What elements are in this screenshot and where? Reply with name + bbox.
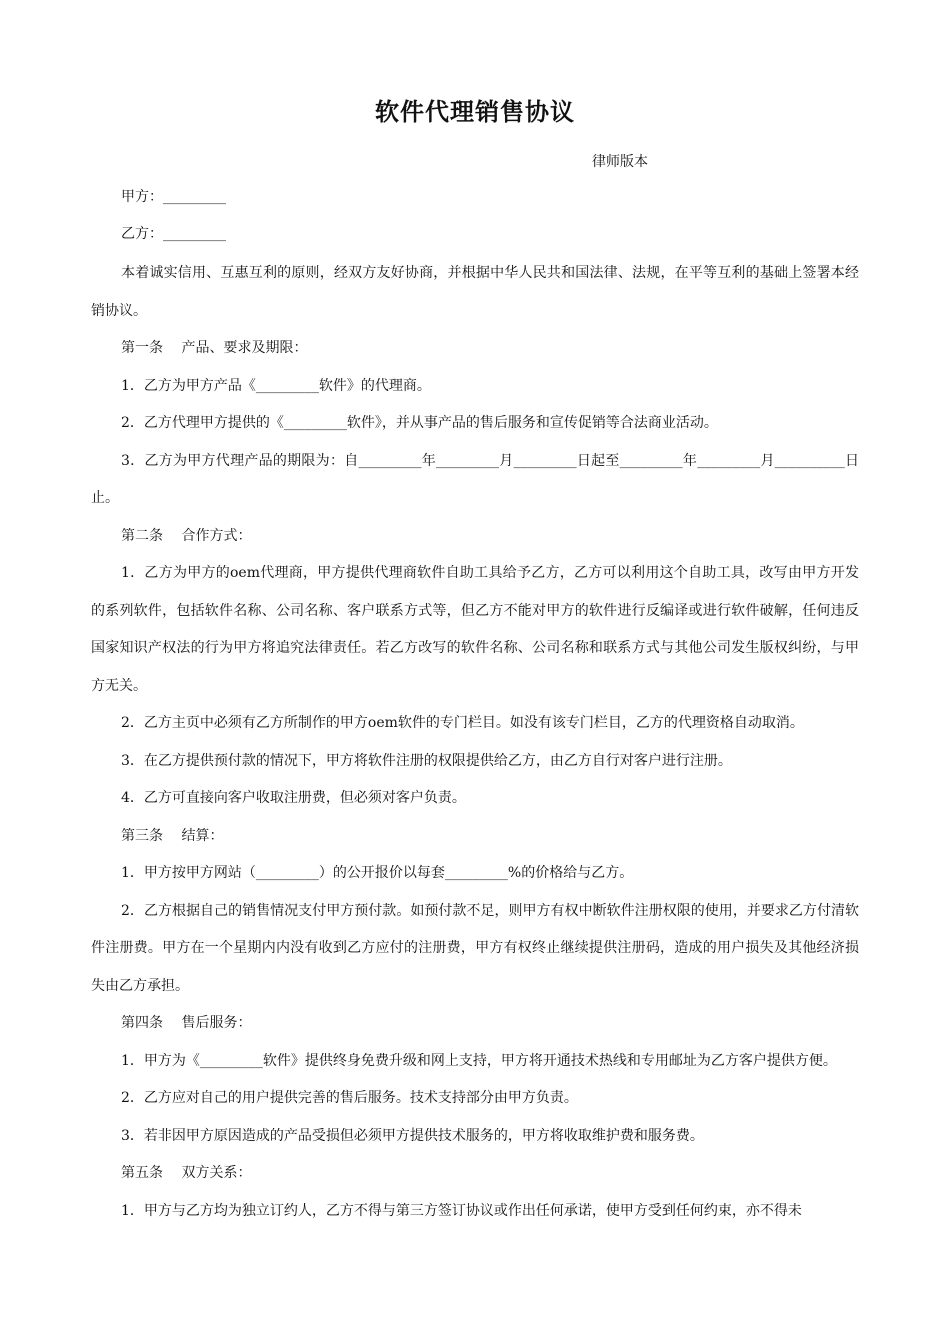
clause: 1．甲方按甲方网站（_________）的公开报价以每套_________%的价格给与乙方。 — [121, 865, 634, 881]
document-body — [91, 255, 859, 1230]
clause: 2．乙方应对自己的用户提供完善的售后服务。技术支持部分由甲方负责。 — [121, 1090, 578, 1106]
section-heading: 第二条 合作方式： — [121, 527, 252, 544]
clause: 3．若非因甲方原因造成的产品受损但必须甲方提供技术服务的，甲方将收取维护费和服务费。 — [121, 1127, 704, 1144]
document-title: 软件代理销售协议 — [375, 98, 575, 126]
clause: 4．乙方可直接向客户收取注册费，但必须对客户负责。 — [121, 790, 466, 806]
section-heading: 第三条 结算： — [121, 827, 224, 844]
section-heading: 第五条 双方关系： — [121, 1165, 252, 1181]
clause: 1．甲方与乙方均为独立订约人，乙方不得与第三方签订协议或作出任何承诺，使甲方受到任何约束，亦不得未 — [121, 1202, 802, 1219]
clause: 2．乙方代理甲方提供的《_________软件》，并从事产品的售后服务和宣传促销等合法商业活动。 — [121, 415, 718, 431]
clause: 3．乙方为甲方代理产品的期限为：自_________年_________月_________日起至_________年_________月__________日止。 — [91, 452, 859, 506]
party-b-line: 乙方：_________ — [121, 226, 226, 242]
clause: 1．乙方为甲方的oem代理商，甲方提供代理商软件自助工具给予乙方，乙方可以利用这个自助工具，改写由甲方开发的系列软件，包括软件名称、公司名称、客户联系方式等，但乙方不能对甲方的软件进行反编译或进行软件破解，任何违反国家知识产权法的行为甲方将追究法律责任。若乙方改写的软件名称、公司名称和联系方式与其他公司发生版权纠纷，与甲方无关。 — [91, 565, 859, 694]
section-heading: 第四条 售后服务： — [121, 1015, 252, 1031]
section-heading: 第一条 产品、要求及期限： — [121, 340, 308, 356]
clause: 2．乙方根据自己的销售情况支付甲方预付款。如预付款不足，则甲方有权中断软件注册权限的使用，并要求乙方付清软件注册费。甲方在一个星期内内没有收到乙方应付的注册费，甲方有权终止继续提供注册码，造成的用户损失及其他经济损失由乙方承担。 — [91, 902, 859, 994]
clause: 2．乙方主页中必须有乙方所制作的甲方oem软件的专门栏目。如没有该专门栏目，乙方的代理资格自动取消。 — [121, 715, 804, 731]
clause: 1．甲方为《_________软件》提供终身免费升级和网上支持，甲方将开通技术热线和专用邮址为乙方客户提供方便。 — [121, 1052, 837, 1069]
party-a-line: 甲方：_________ — [121, 189, 226, 205]
clause: 3．在乙方提供预付款的情况下，甲方将软件注册的权限提供给乙方，由乙方自行对客户进行注册。 — [121, 752, 732, 769]
clause: 1．乙方为甲方产品《_________软件》的代理商。 — [121, 377, 431, 394]
document-subtitle: 律师版本 — [592, 154, 648, 170]
preamble: 本着诚实信用、互惠互利的原则，经双方友好协商，并根据中华人民共和国法律、法规，在平等互利的基础上签署本经销协议。 — [91, 265, 859, 319]
